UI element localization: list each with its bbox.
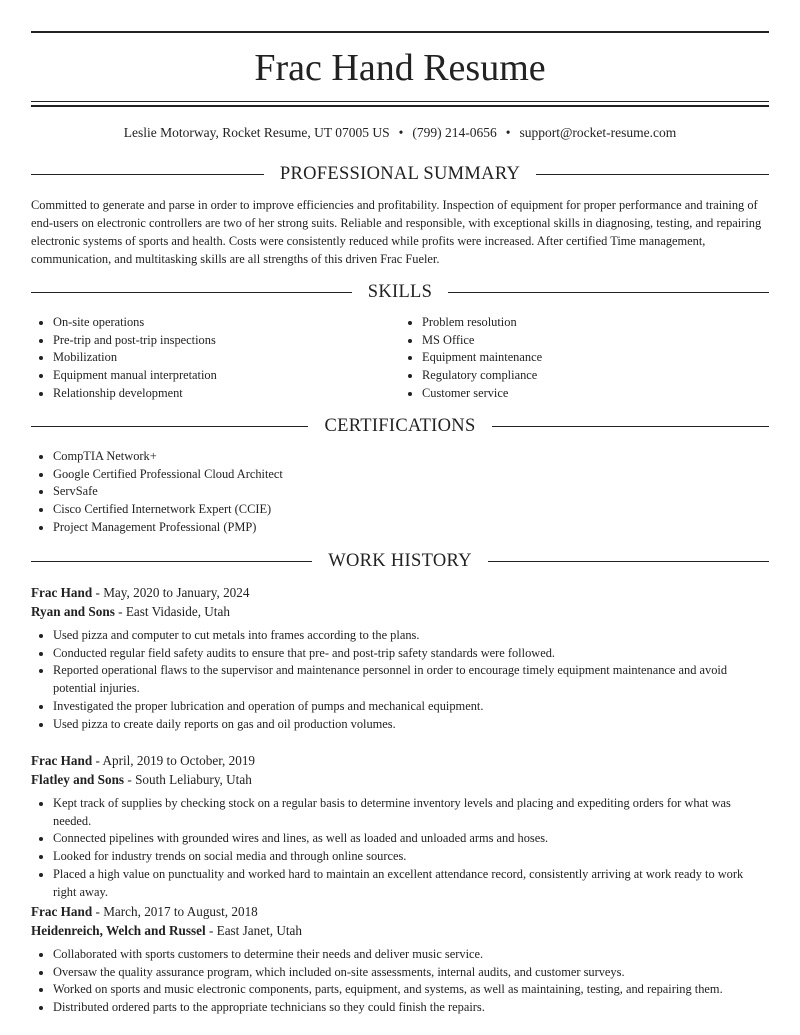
contact-line (31, 124, 769, 142)
job-dates: April, 2019 to October, 2019 (102, 753, 256, 768)
section-rule (31, 426, 308, 427)
job-dates: May, 2020 to January, 2024 (103, 585, 250, 600)
certifications-section-header (31, 414, 769, 438)
job-bullet: • Collaborated with sports customers to determine their needs and deliver music service. (53, 946, 769, 964)
job-bullet: • Conducted regular field safety audits to ensure that pre- and post-trip safety standards were followed. (53, 645, 769, 663)
section-rule (31, 292, 352, 293)
job-location: South Leliabury, Utah (135, 772, 252, 787)
job-bullet-list (31, 795, 769, 901)
skill-item: • On-site operations (53, 314, 400, 332)
job-dates: March, 2017 to August, 2018 (103, 904, 258, 919)
job-entry: Frac Hand - March, 2017 to August, 2018 Heidenreich, Welch and Russel - East Janet, Utah • Collaborated with sports customers to determine their needs and deliver music service. • Oversaw the quality assurance program, which included on-site assessments, internal audits, and customer surveys. • Worked on sports and music electronic components, parts, equipment, and systems, as well as maintaining, testing, and repairing them. • Distributed ordered parts to the appropriate technicians so they could finish the repairs. (31, 902, 769, 1017)
skills-heading: SKILLS (367, 282, 433, 302)
job-bullet: • Distributed ordered parts to the appropriate technicians so they could finish the repairs. (53, 999, 769, 1017)
certification-item: • Project Management Professional (PMP) (53, 519, 769, 537)
skill-item: • Mobilization (53, 349, 400, 367)
job-bullet: • Placed a high value on punctuality and worked hard to maintain an excellent attendance record, consistently arriving at work ready to work right away. (53, 866, 769, 901)
job-bullet: • Looked for industry trends on social media and through online sources. (53, 848, 769, 866)
job-company: Heidenreich, Welch and Russel (31, 923, 206, 938)
top-rule (31, 31, 769, 33)
skill-item: • Pre-trip and post-trip inspections (53, 332, 400, 350)
job-bullet: • Reported operational flaws to the supervisor and maintenance personnel in order to encourage timely equipment maintenance and avoid potential injuries. (53, 662, 769, 697)
certifications-list (31, 448, 769, 537)
skills-columns (31, 314, 769, 403)
job-bullet: • Kept track of supplies by checking stock on a regular basis to determine inventory levels and placing and expediting orders for what was needed. (53, 795, 769, 830)
job-entry: Frac Hand - May, 2020 to January, 2024 Ryan and Sons - East Vidaside, Utah • Used pizza and computer to cut metals into frames according to the plans. • Conducted regular field safety audits to ensure that pre- and post-trip safety standards were followed. • Reported operational flaws to the supervisor and maintenance personnel in order to encourage timely equipment maintenance and avoid potential injuries. • Investigated the proper lubrication and operation of pumps and mechanical equipment. • Used pizza to create daily reports on gas and oil production volumes. (31, 583, 769, 733)
job-company: Ryan and Sons (31, 604, 115, 619)
skill-item: • Equipment maintenance (422, 349, 769, 367)
section-rule (31, 561, 312, 562)
contact-address: Leslie Motorway, Rocket Resume, UT 07005 US (123, 125, 390, 140)
section-rule (536, 174, 769, 175)
work-heading: WORK HISTORY (328, 551, 472, 571)
certification-item: • Google Certified Professional Cloud Architect (53, 466, 769, 484)
skill-item: • Customer service (422, 385, 769, 403)
skill-item: • Problem resolution (422, 314, 769, 332)
header-rule-thick (31, 105, 769, 107)
skills-list-right (400, 314, 769, 403)
job-bullet: • Connected pipelines with grounded wires and lines, as well as loaded and unloaded arms and hoses. (53, 830, 769, 848)
skills-section-header (31, 280, 769, 304)
section-rule (31, 174, 264, 175)
summary-section-header (31, 162, 769, 186)
section-rule (488, 561, 769, 562)
job-entry: Frac Hand - April, 2019 to October, 2019 Flatley and Sons - South Leliabury, Utah • Kept track of supplies by checking stock on a regular basis to determine inventory levels and placing and expediting orders for what was needed. • Connected pipelines with grounded wires and lines, as well as loaded and unloaded arms and hoses. • Looked for industry trends on social media and through online sources. • Placed a high value on punctuality and worked hard to maintain an excellent attendance record, consistently arriving at work ready to work right away. (31, 751, 769, 901)
job-company: Flatley and Sons (31, 772, 125, 787)
job-location: East Vidaside, Utah (125, 604, 230, 619)
header-rule-thin (31, 101, 769, 102)
skill-item: • Equipment manual interpretation (53, 367, 400, 385)
job-bullet: • Worked on sports and music electronic components, parts, equipment, and systems, as well as maintaining, testing, and repairing them. (53, 981, 769, 999)
job-bullet: • Used pizza to create daily reports on gas and oil production volumes. (53, 716, 769, 734)
certifications-heading: CERTIFICATIONS (324, 416, 476, 436)
certification-item: • CompTIA Network+ (53, 448, 769, 466)
work-section-header (31, 549, 769, 573)
resume-title: Frac Hand Resume (254, 47, 546, 89)
job-title: Frac Hand (31, 585, 93, 600)
contact-email: support@rocket-resume.com (519, 125, 677, 140)
job-title: Frac Hand (31, 904, 93, 919)
job-bullet: • Investigated the proper lubrication and operation of pumps and mechanical equipment. (53, 698, 769, 716)
section-rule (492, 426, 769, 427)
contact-separator: • (505, 125, 511, 140)
section-rule (448, 292, 769, 293)
skill-item: • MS Office (422, 332, 769, 350)
skills-list-left (31, 314, 400, 403)
contact-separator: • (398, 125, 404, 140)
summary-heading: PROFESSIONAL SUMMARY (279, 164, 521, 184)
job-location: East Janet, Utah (216, 923, 302, 938)
skill-item: • Regulatory compliance (422, 367, 769, 385)
job-bullet: • Oversaw the quality assurance program, which included on-site assessments, internal audits, and customer surveys. (53, 964, 769, 982)
certification-item: • ServSafe (53, 483, 769, 501)
summary-text: Committed to generate and parse in order to improve efficiencies and profitability. Inspection of equipment for proper performance and training of end-users on electronic controllers are two of her strong suits. Reliable and responsible, with exceptional skills in diagnosing, testing, and repairing electronic systems of sports and health. Costs were consistently reduced while profits were increased. After certified Time management, communication, and multitasking skills are all strengths of this driven Frac Fueler. (31, 198, 762, 266)
job-bullet-list (31, 946, 769, 1017)
job-title: Frac Hand (31, 753, 93, 768)
job-bullet: • Used pizza and computer to cut metals into frames according to the plans. (53, 627, 769, 645)
skill-item: • Relationship development (53, 385, 400, 403)
certification-item: • Cisco Certified Internetwork Expert (CCIE) (53, 501, 769, 519)
job-bullet-list (31, 627, 769, 733)
contact-phone: (799) 214-0656 (412, 125, 497, 140)
